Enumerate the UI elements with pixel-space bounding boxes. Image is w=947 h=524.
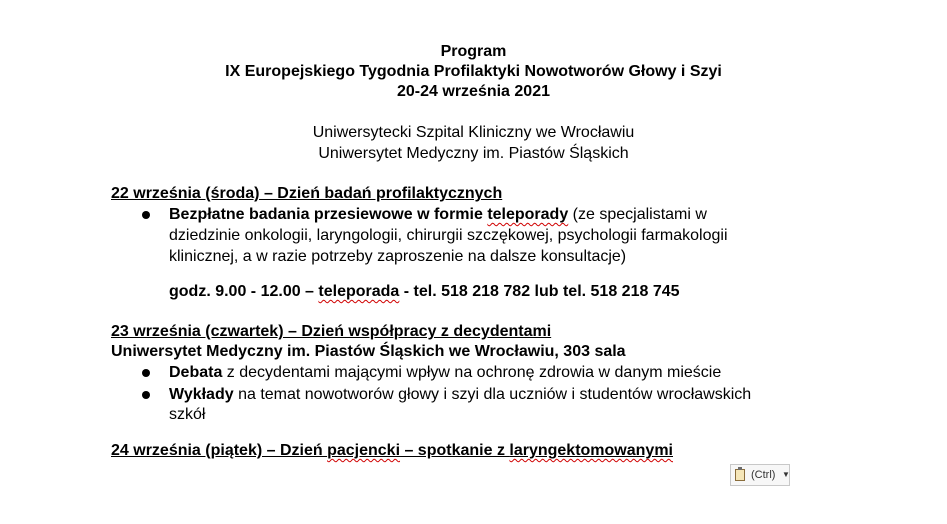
day3-heading-word1: pacjencki: [327, 442, 401, 459]
day2-bullet2: [169, 385, 751, 405]
day3-heading-pre: 24 września (piątek) – Dzień: [111, 442, 328, 459]
program-title: Program: [440, 43, 507, 60]
day3-heading-word2: laryngektomowanymi: [509, 442, 673, 459]
organizer-university: Uniwersytet Medyczny im. Piastów Śląskich: [318, 145, 629, 162]
day1-hours-word: teleporada: [318, 283, 400, 300]
day2-bullet1-rest: z decydentami mającymi wpływ na ochronę zdrowia w danym mieście: [222, 364, 722, 381]
day1-heading: 22 września (środa) – Dzień badań profilaktycznych: [111, 185, 503, 202]
bullet-icon: [142, 391, 150, 399]
event-title: IX Europejskiego Tygodnia Profilaktyki Nowotworów Głowy i Szyi: [225, 63, 722, 80]
day1-bullet-rest: (ze specjalistami w: [568, 206, 707, 223]
day1-bullet-line2: dziedzinie onkologii, laryngologii, chirurgii szczękowej, psychologii farmakologii: [169, 227, 728, 244]
day3-heading: [111, 441, 673, 461]
bullet-icon: [142, 211, 150, 219]
bullet-icon: [142, 369, 150, 377]
day1-bullet-bold-word: teleporady: [487, 206, 569, 223]
clipboard-icon: [735, 469, 745, 481]
paste-options-button[interactable]: [730, 464, 790, 486]
day1-hours-pre: godz. 9.00 - 12.00 –: [169, 283, 319, 300]
day2-bullet2-line2: szkół: [169, 406, 206, 423]
day2-venue: Uniwersytet Medyczny im. Piastów Śląskich we Wrocławiu, 303 sala: [111, 343, 626, 360]
chevron-down-icon[interactable]: ▼: [782, 470, 790, 479]
event-dates: 20-24 września 2021: [397, 83, 550, 100]
day2-bullet1: [169, 363, 721, 383]
day1-bullet-line3: klinicznej, a w razie potrzeby zaproszenie na dalsze konsultacje): [169, 248, 627, 265]
day1-bullet-bold: Bezpłatne badania przesiewowe w formie: [169, 206, 488, 223]
day1-hours: [169, 282, 680, 302]
day2-bullet2-rest: na temat nowotworów głowy i szyi dla uczniów i studentów wrocławskich: [233, 386, 752, 403]
day2-bullet2-bold: Wykłady: [169, 386, 234, 403]
day1-hours-post: - tel. 518 218 782 lub tel. 518 218 745: [399, 283, 680, 300]
paste-options-label: (Ctrl): [751, 469, 776, 481]
organizer-hospital: Uniwersytecki Szpital Kliniczny we Wrocławiu: [312, 124, 635, 141]
day2-heading: 23 września (czwartek) – Dzień współpracy z decydentami: [111, 323, 552, 340]
day2-bullet1-bold: Debata: [169, 364, 223, 381]
day1-bullet-line1: [169, 205, 707, 225]
day3-heading-mid: – spotkanie z: [400, 442, 510, 459]
